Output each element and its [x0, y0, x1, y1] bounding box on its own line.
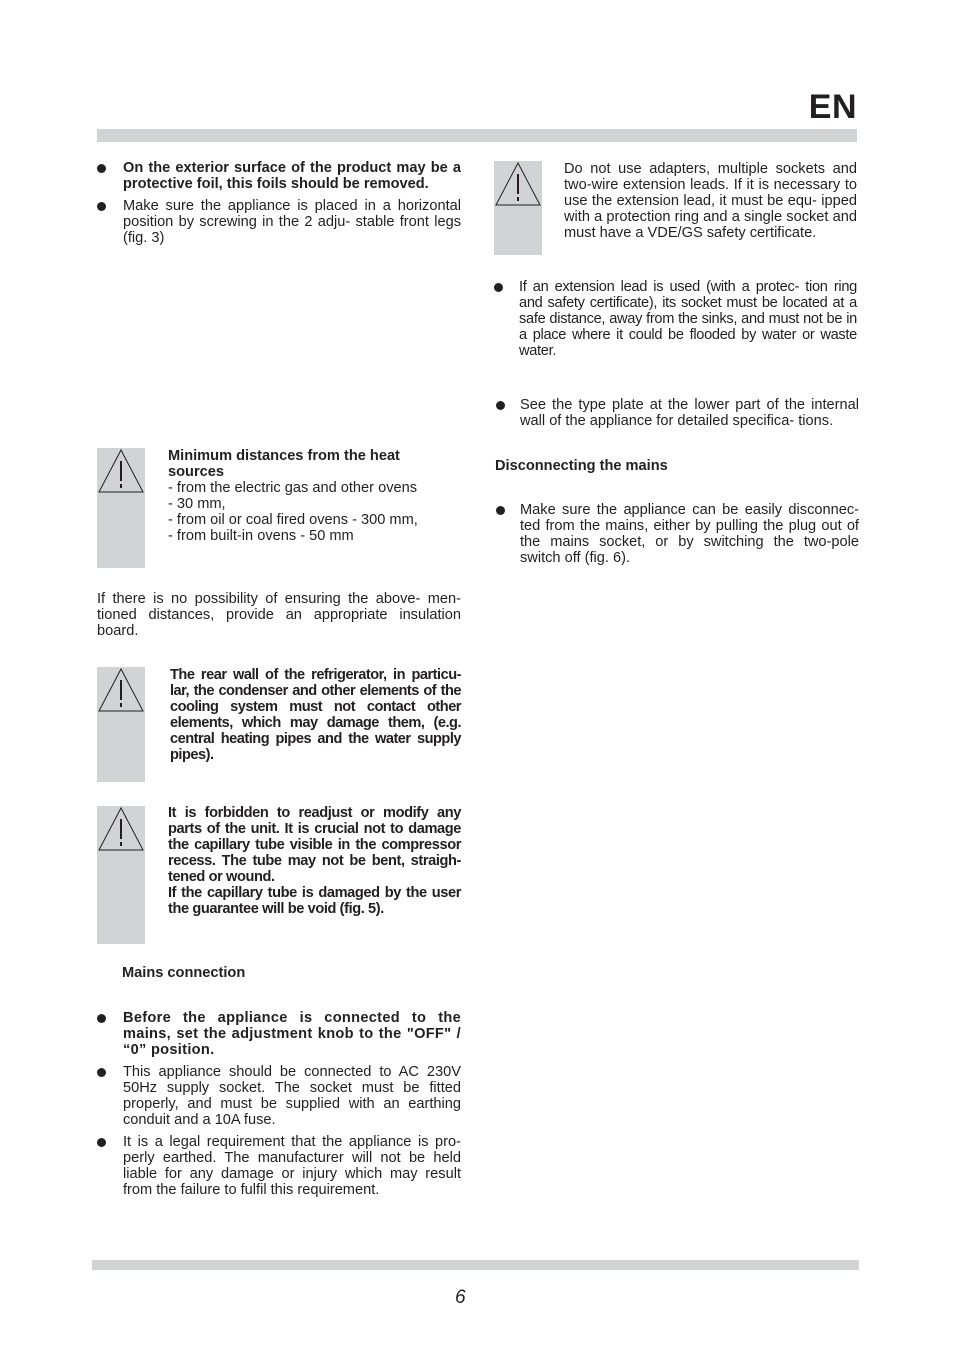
warning-triangle-icon	[97, 806, 145, 852]
mains-connection-heading: Mains connection	[122, 965, 246, 981]
warning-box	[97, 448, 145, 568]
language-code: EN	[808, 88, 857, 126]
type-plate-list	[496, 397, 859, 429]
list-item: This appliance should be connected to AC 230V 50Hz supply socket. The socket must be fitted properly, and must be supplied with an earthing conduit and a 10A fuse.	[97, 1064, 461, 1128]
insulation-note: If there is no possibility of ensuring the above- men- tioned distances, provide an appropriate insulation board.	[97, 591, 461, 639]
intro-list	[97, 160, 461, 246]
page-number: 6	[455, 1287, 466, 1308]
capillary-warning-text: It is forbidden to readjust or modify any parts of the unit. It is crucial not to damage the capillary tube visible in the compressor recess. The tube may not be bent, straigh- tened or wound.	[168, 805, 461, 885]
header-divider	[97, 129, 857, 142]
list-item: Make sure the appliance can be easily disconnec- ted from the mains, either by pulling the plug out of the mains socket, or by switching the two-pole switch off (fig. 6).	[496, 502, 859, 566]
list-item: It is a legal requirement that the appliance is pro- perly earthed. The manufacturer will not be held liable for any damage or injury which may result from the failure to fulfil this requirement.	[97, 1134, 461, 1198]
warning-triangle-icon	[97, 667, 145, 713]
list-item: Make sure the appliance is placed in a horizontal position by screwing in the 2 adju- stable front legs (fig. 3)	[97, 198, 461, 246]
heat-distances-note	[168, 448, 418, 544]
warning-box	[97, 667, 145, 782]
distance-line: - from built-in ovens - 50 mm	[168, 528, 354, 544]
list-item: If an extension lead is used (with a protec- tion ring and safety certificate), its socket must be located at a safe distance, away from the sinks, and must not be in a place where it could be flooded by water or waste water.	[494, 279, 857, 359]
guarantee-warning-text: If the capillary tube is damaged by the user the guarantee will be void (fig. 5).	[168, 885, 461, 917]
rear-wall-warning: The rear wall of the refrigerator, in particu- lar, the condenser and other elements of the cooling system must not contact other elements, which may damage them, (e.g. central heating pipes and the water supply pipes).	[170, 667, 461, 763]
list-item: See the type plate at the lower part of the internal wall of the appliance for detailed specifica- tions.	[496, 397, 859, 429]
capillary-warning	[168, 805, 461, 917]
mains-list	[97, 1010, 461, 1198]
disconnect-list	[496, 502, 859, 566]
warning-triangle-icon	[97, 448, 145, 494]
warning-box	[494, 161, 542, 255]
warning-box	[97, 806, 145, 944]
distance-line: - from the electric gas and other ovens - 30 mm,	[168, 480, 418, 512]
disconnecting-heading: Disconnecting the mains	[495, 458, 668, 474]
adapter-warning: Do not use adapters, multiple sockets and two-wire extension leads. If it is necessary to use the extension lead, it must be equ- ipped with a protection ring and a single socket and must have a VDE/GS safety certificate.	[564, 161, 857, 241]
list-item: Before the appliance is connected to the mains, set the adjustment knob to the "OFF" / “0” position.	[97, 1010, 461, 1058]
footer-divider	[92, 1260, 859, 1270]
heat-distances-title: Minimum distances from the heat sources	[168, 448, 400, 480]
warning-triangle-icon	[494, 161, 542, 207]
list-item: On the exterior surface of the product may be a protective foil, this foils should be removed.	[97, 160, 461, 192]
extension-list	[494, 279, 857, 359]
distance-line: - from oil or coal fired ovens - 300 mm,	[168, 512, 418, 528]
